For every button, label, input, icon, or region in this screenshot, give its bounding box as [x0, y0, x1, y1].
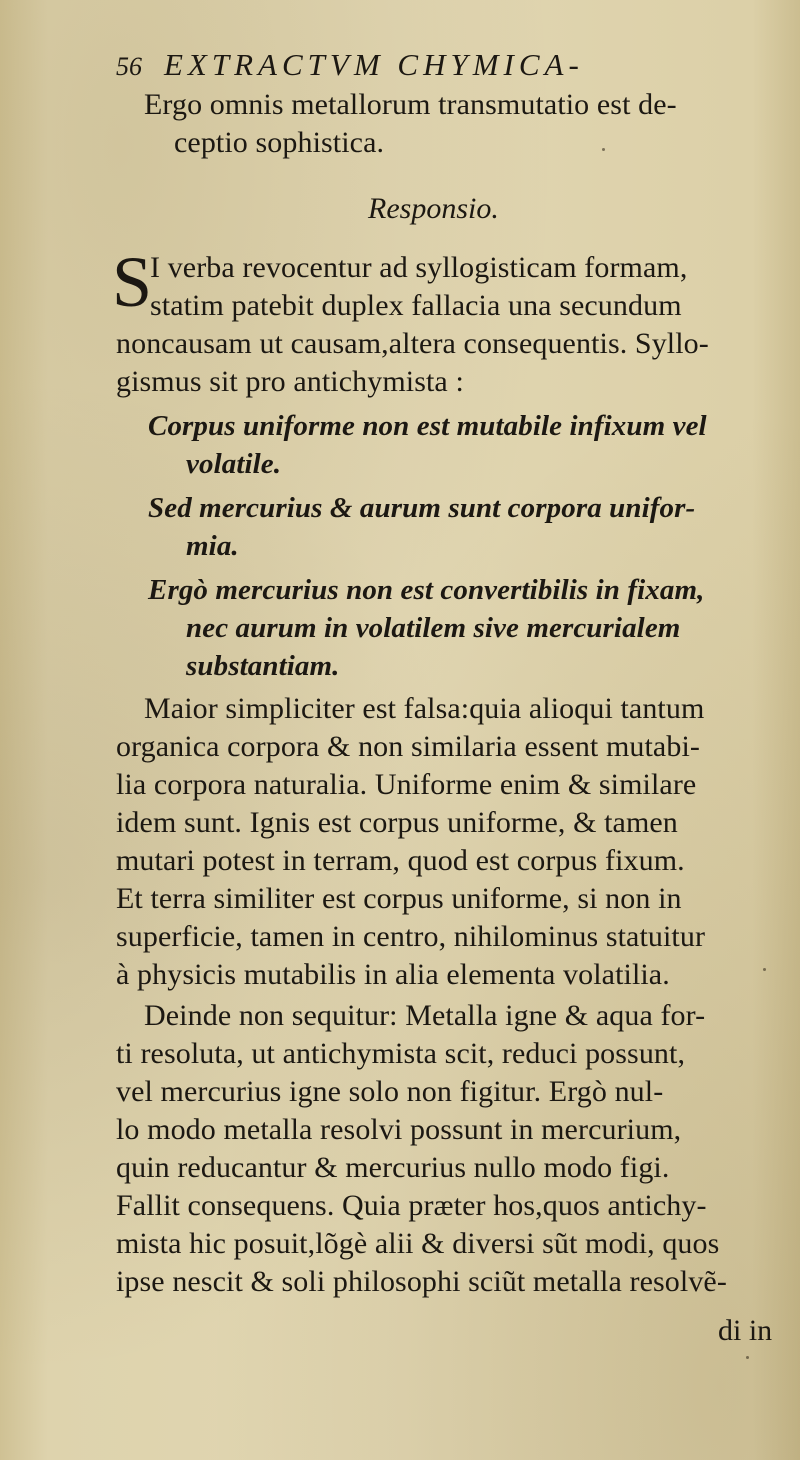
syllogism-line: nec aurum in volatilem sive mercurialem [186, 612, 681, 644]
text-line: quin reducantur & mercurius nullo modo figi. [116, 1151, 670, 1184]
ink-speck [763, 968, 766, 971]
text-line: lo modo metalla resolvi possunt in mercurium, [116, 1113, 682, 1146]
syllogism-line: volatile. [186, 448, 282, 480]
ink-speck [746, 1356, 749, 1359]
text-line: ipse nescit & soli philosophi sciũt metalla resolvẽ- [116, 1265, 727, 1298]
syllogism-line: Ergò mercurius non est convertibilis in fixam, [148, 574, 705, 606]
text-line: Fallit consequens. Quia præter hos,quos antichy- [116, 1189, 707, 1222]
syllogism-line: mia. [186, 530, 239, 562]
drop-capital: S [112, 242, 153, 322]
text-line: Ergo omnis metallorum transmutatio est de- [144, 88, 677, 121]
text-line: ceptio sophistica. [174, 126, 385, 159]
text-line: lia corpora naturalia. Uniforme enim & similare [116, 768, 697, 801]
running-header [116, 46, 584, 86]
text-line: organica corpora & non similaria essent mutabi- [116, 730, 700, 763]
text-line: mutari potest in terram, quod est corpus fixum. [116, 844, 685, 877]
text-line: Et terra similiter est corpus uniforme, si non in [116, 882, 682, 915]
ink-speck [602, 148, 605, 151]
text-line: noncausam ut causam,altera consequentis. Syllo- [116, 327, 709, 360]
running-title: EXTRACTVM CHYMICA- [164, 47, 584, 82]
syllogism-line: Sed mercurius & aurum sunt corpora unifor- [148, 492, 696, 524]
text-line: I verba revocentur ad syllogisticam formam, [150, 251, 688, 284]
section-caption: Responsio. [368, 192, 499, 225]
catchword: di in [718, 1314, 773, 1347]
text-line: ti resoluta, ut antichymista scit, reduci possunt, [116, 1037, 686, 1070]
text-line: à physicis mutabilis in alia elementa volatilia. [116, 958, 670, 991]
text-line: superficie, tamen in centro, nihilominus statuitur [116, 920, 706, 953]
text-line: idem sunt. Ignis est corpus uniforme, & tamen [116, 806, 678, 839]
text-line: statim patebit duplex fallacia una secundum [150, 289, 682, 322]
page-number: 56 [116, 52, 142, 81]
syllogism-line: Corpus uniforme non est mutabile infixum vel [148, 410, 707, 442]
text-line: vel mercurius igne solo non figitur. Ergò nul- [116, 1075, 664, 1108]
text-line: mista hic posuit,lõgè alii & diversi sũt modi, quos [116, 1227, 720, 1260]
syllogism-line: substantiam. [186, 650, 340, 682]
text-line: gismus sit pro antichymista : [116, 365, 464, 398]
text-line: Deinde non sequitur: Metalla igne & aqua for- [144, 999, 706, 1032]
text-line: Maior simpliciter est falsa:quia alioqui tantum [144, 692, 705, 725]
